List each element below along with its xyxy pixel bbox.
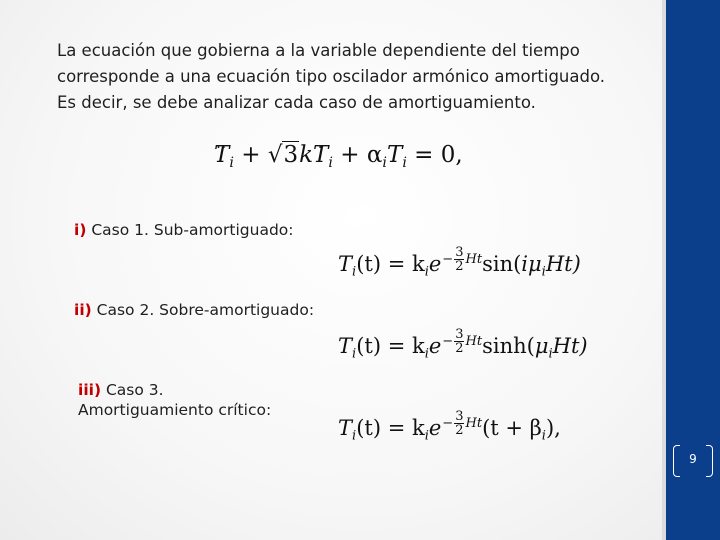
case-2-label	[74, 300, 314, 320]
case-title: Caso 3.	[105, 381, 164, 399]
case-1-label	[74, 220, 294, 240]
sqrt-argument: 3	[283, 142, 299, 168]
case-2-equation: $T_i(t) = k_ie-$ $\frac{3}{2}$ $Htsinh(\mu_iHt)$	[338, 327, 588, 362]
intro-line: Es decir, se debe analizar cada caso de amortiguamiento.	[57, 93, 536, 112]
page-number-badge	[673, 445, 713, 477]
eq-T-ddot: ·· T	[214, 142, 229, 168]
case-title: Caso 2. Sobre-amortiguado:	[96, 301, 315, 319]
intro-line: corresponde a una ecuación tipo oscilador armónico amortiguado.	[57, 67, 606, 86]
case-3-equation: $T_i(t) = k_ie-$ $\frac{3}{2}$ $Ht(t + \beta_i)$,	[338, 409, 561, 444]
case-1-equation: $T_i(t) = k_ie-$ $\frac{3}{2}$ $Htsin(i\mu_iHt)$	[338, 245, 581, 280]
case-number: ii)	[74, 301, 92, 319]
case-3-label	[78, 380, 271, 420]
main-equation: ·· $T_i + √3k\cdot T_i + \alpha_iT_i = 0$,	[214, 142, 463, 171]
sqrt-symbol: √	[267, 142, 283, 168]
intro-line: La ecuación que gobierna a la variable dependiente del tiempo	[57, 41, 580, 60]
eq-T-dot: · T	[313, 142, 328, 168]
page-number: 9	[689, 452, 697, 466]
exponent: − $\frac{3}{2}$ Ht	[442, 245, 483, 275]
case-title: Caso 1. Sub-amortiguado:	[91, 221, 294, 239]
case-title-line2: Amortiguamiento crítico:	[78, 401, 272, 419]
exponent: − $\frac{3}{2}$ Ht	[442, 409, 483, 439]
case-number: iii)	[78, 381, 102, 399]
intro-paragraph	[57, 38, 657, 116]
case-number: i)	[74, 221, 87, 239]
exponent: − $\frac{3}{2}$ Ht	[442, 327, 483, 357]
